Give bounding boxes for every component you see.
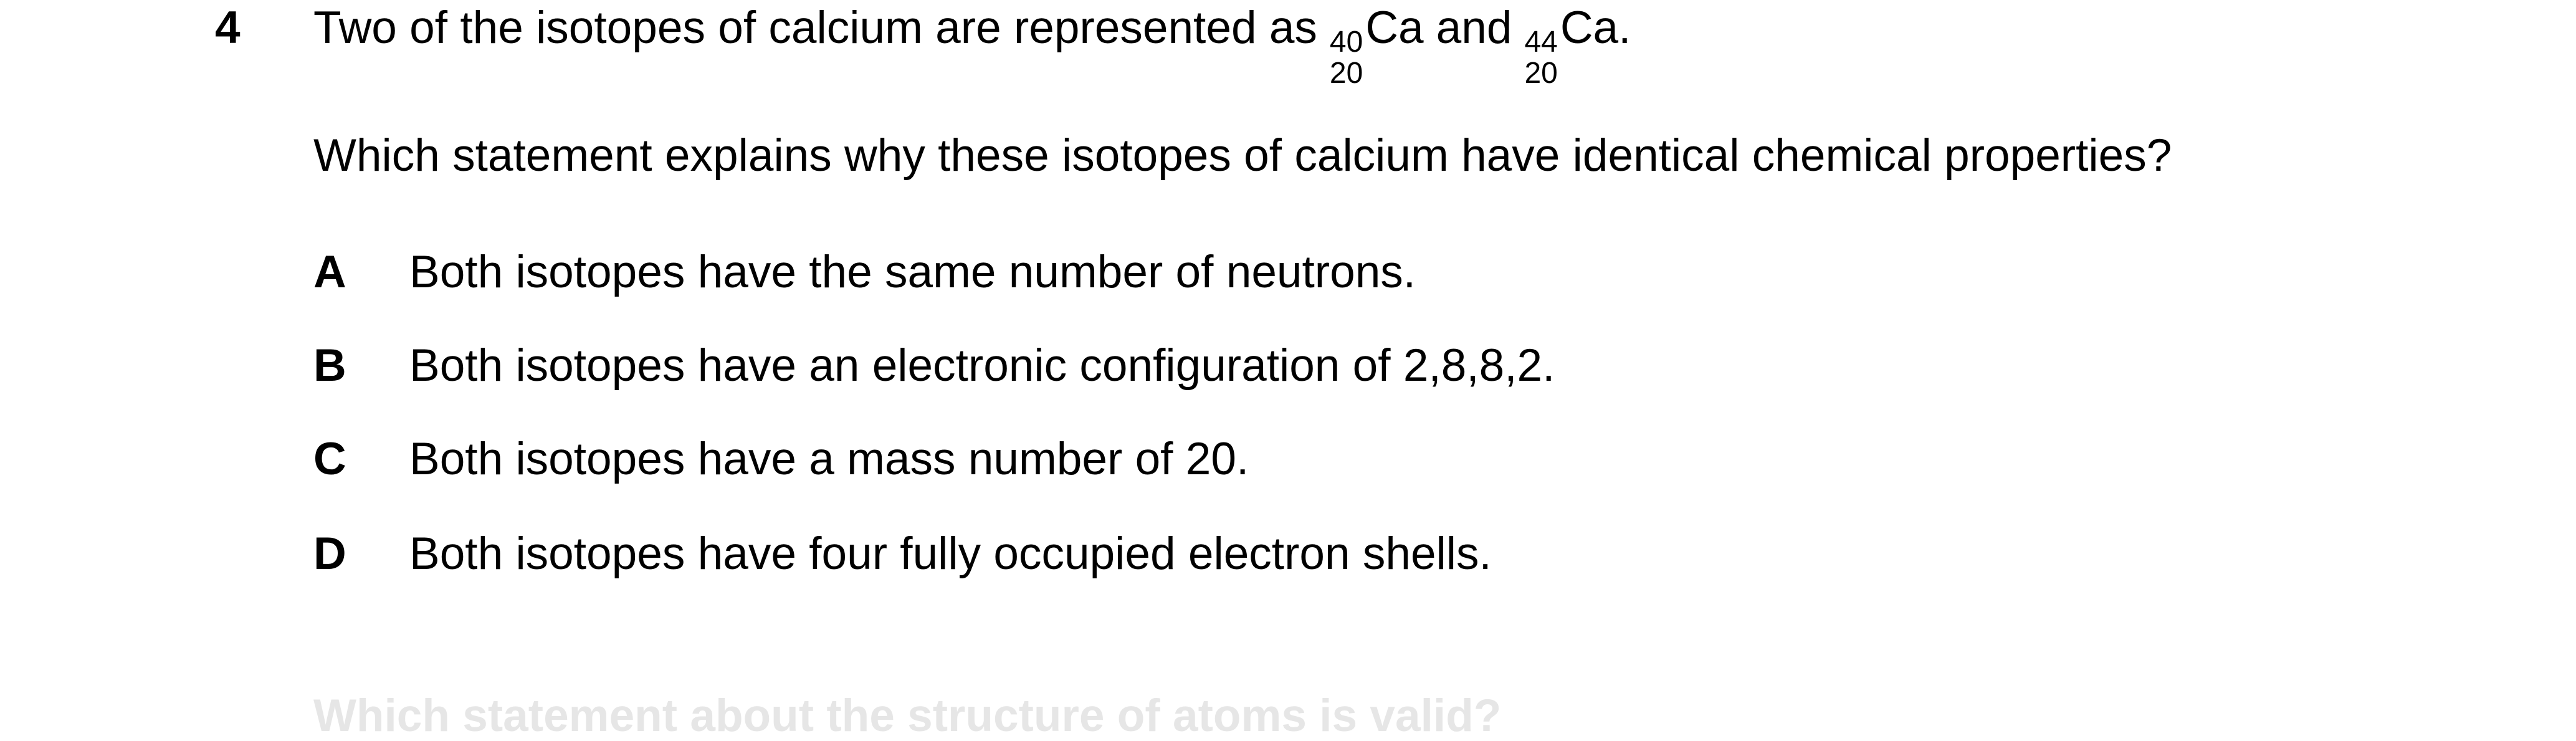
option-b[interactable]	[313, 340, 1555, 391]
option-d-text: Both isotopes have four fully occupied electron shells.	[409, 528, 1492, 579]
isotope-ca-40	[1329, 2, 1424, 90]
option-c[interactable]	[313, 436, 1249, 482]
isotope2-atomic-number: 20	[1524, 57, 1558, 90]
option-b-letter: B	[313, 340, 346, 391]
option-a-letter: A	[313, 247, 346, 297]
next-question-fragment: Which statement about the structure of atoms is valid?	[313, 691, 1502, 741]
isotope1-symbol: Ca	[1365, 2, 1424, 53]
isotope-ca-44	[1524, 2, 1619, 90]
option-d[interactable]	[313, 528, 1492, 579]
question-prompt: Which statement explains why these isotopes of calcium have identical chemical properties?	[313, 130, 2172, 181]
option-d-letter: D	[313, 528, 346, 579]
stem-prefix: Two of the isotopes of calcium are represented as	[313, 2, 1317, 53]
question-number: 4	[215, 2, 241, 53]
option-a-text: Both isotopes have the same number of neutrons.	[409, 247, 1416, 297]
option-c-letter: C	[313, 434, 346, 484]
stem-conjunction: and	[1436, 2, 1512, 53]
isotope1-mass-number: 40	[1329, 26, 1363, 59]
option-b-text: Both isotopes have an electronic configuration of 2,8,8,2.	[409, 340, 1555, 391]
isotope2-mass-number: 44	[1524, 26, 1558, 59]
isotope1-atomic-number: 20	[1329, 57, 1363, 90]
question-stem	[313, 2, 1631, 90]
option-a[interactable]	[313, 249, 1416, 295]
stem-end: .	[1618, 2, 1631, 53]
option-c-text: Both isotopes have a mass number of 20.	[409, 434, 1249, 484]
isotope2-symbol: Ca	[1560, 2, 1619, 53]
